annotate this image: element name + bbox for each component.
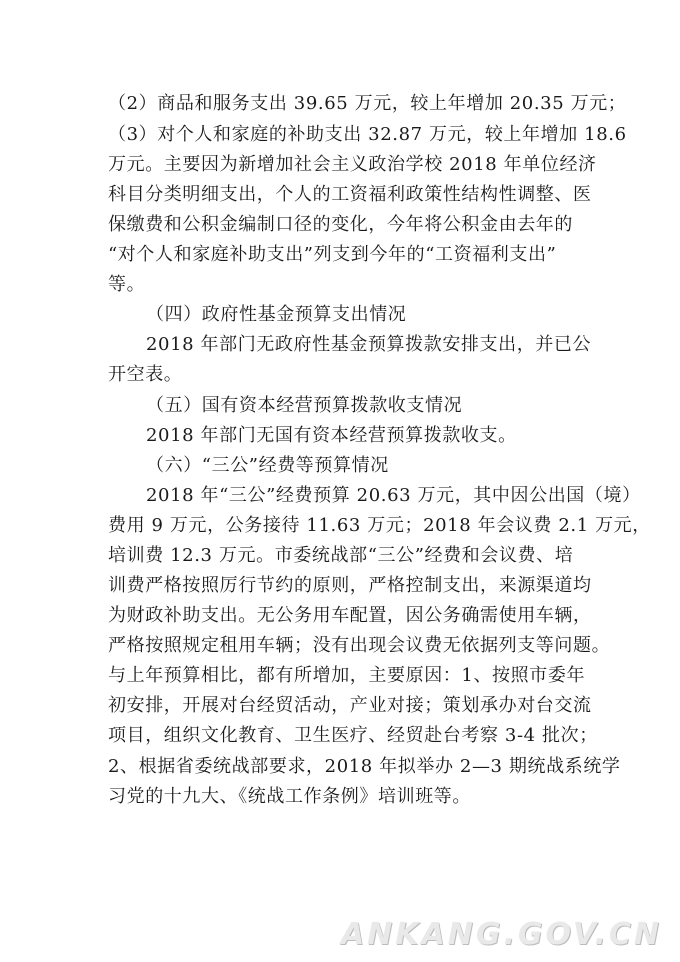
text-line: 项目，组织文化教育、卫生医疗、经贸赴台考察 3-4 批次； <box>108 725 598 746</box>
text-line: 等。 <box>108 274 146 295</box>
section-heading: （五）国有资本经营预算拨款收支情况 <box>146 395 463 416</box>
text-line: 训费严格按照厉行节约的原则，严格控制支出，来源渠道均 <box>108 575 592 596</box>
text-line: （2）商品和服务支出 39.65 万元，较上年增加 20.35 万元； <box>108 93 627 114</box>
text-line: 2018 年部门无政府性基金预算拨款安排支出，并已公 <box>146 334 592 355</box>
text-line: 2、根据省委统战部要求，2018 年拟举办 2—3 期统战系统学 <box>108 756 621 777</box>
text-line: “对个人和家庭补助支出”列支到今年的“工资福利支出” <box>108 244 557 265</box>
text-line: 科目分类明细支出，个人的工资福利政策性结构性调整、医 <box>108 184 592 205</box>
text-line: 2018 年“三公”经费预算 20.63 万元，其中因公出国（境） <box>146 485 641 506</box>
text-line: 初安排，开展对台经贸活动，产业对接；策划承办对台交流 <box>108 695 592 716</box>
text-line: 费用 9 万元，公务接待 11.63 万元；2018 年会议费 2.1 万元， <box>108 515 651 536</box>
text-line: 保缴费和公积金编制口径的变化，今年将公积金由去年的 <box>108 214 573 235</box>
text-line: 习党的十九大、《统战工作条例》培训班等。 <box>108 786 471 807</box>
text-line: 严格按照规定租用车辆；没有出现会议费无依据列支等问题。 <box>108 635 611 656</box>
section-heading: （六）“三公”经费等预算情况 <box>146 455 389 476</box>
text-line: 为财政补助支出。无公务用车配置，因公务确需使用车辆， <box>108 605 592 626</box>
section-heading: （四）政府性基金预算支出情况 <box>146 304 407 325</box>
text-line: （3）对个人和家庭的补助支出 32.87 万元，较上年增加 18.6 <box>108 124 627 145</box>
text-line: 万元。主要因为新增加社会主义政治学校 2018 年单位经济 <box>108 154 597 175</box>
text-line: 培训费 12.3 万元。市委统战部“三公”经费和会议费、培 <box>108 545 574 566</box>
text-line: 与上年预算相比，都有所增加，主要原因：1、按照市委年 <box>108 665 586 686</box>
text-line: 开空表。 <box>108 364 183 385</box>
text-line: 2018 年部门无国有资本经营预算拨款收支。 <box>146 425 517 446</box>
site-watermark: ANKANG.GOV.CN <box>340 917 662 952</box>
